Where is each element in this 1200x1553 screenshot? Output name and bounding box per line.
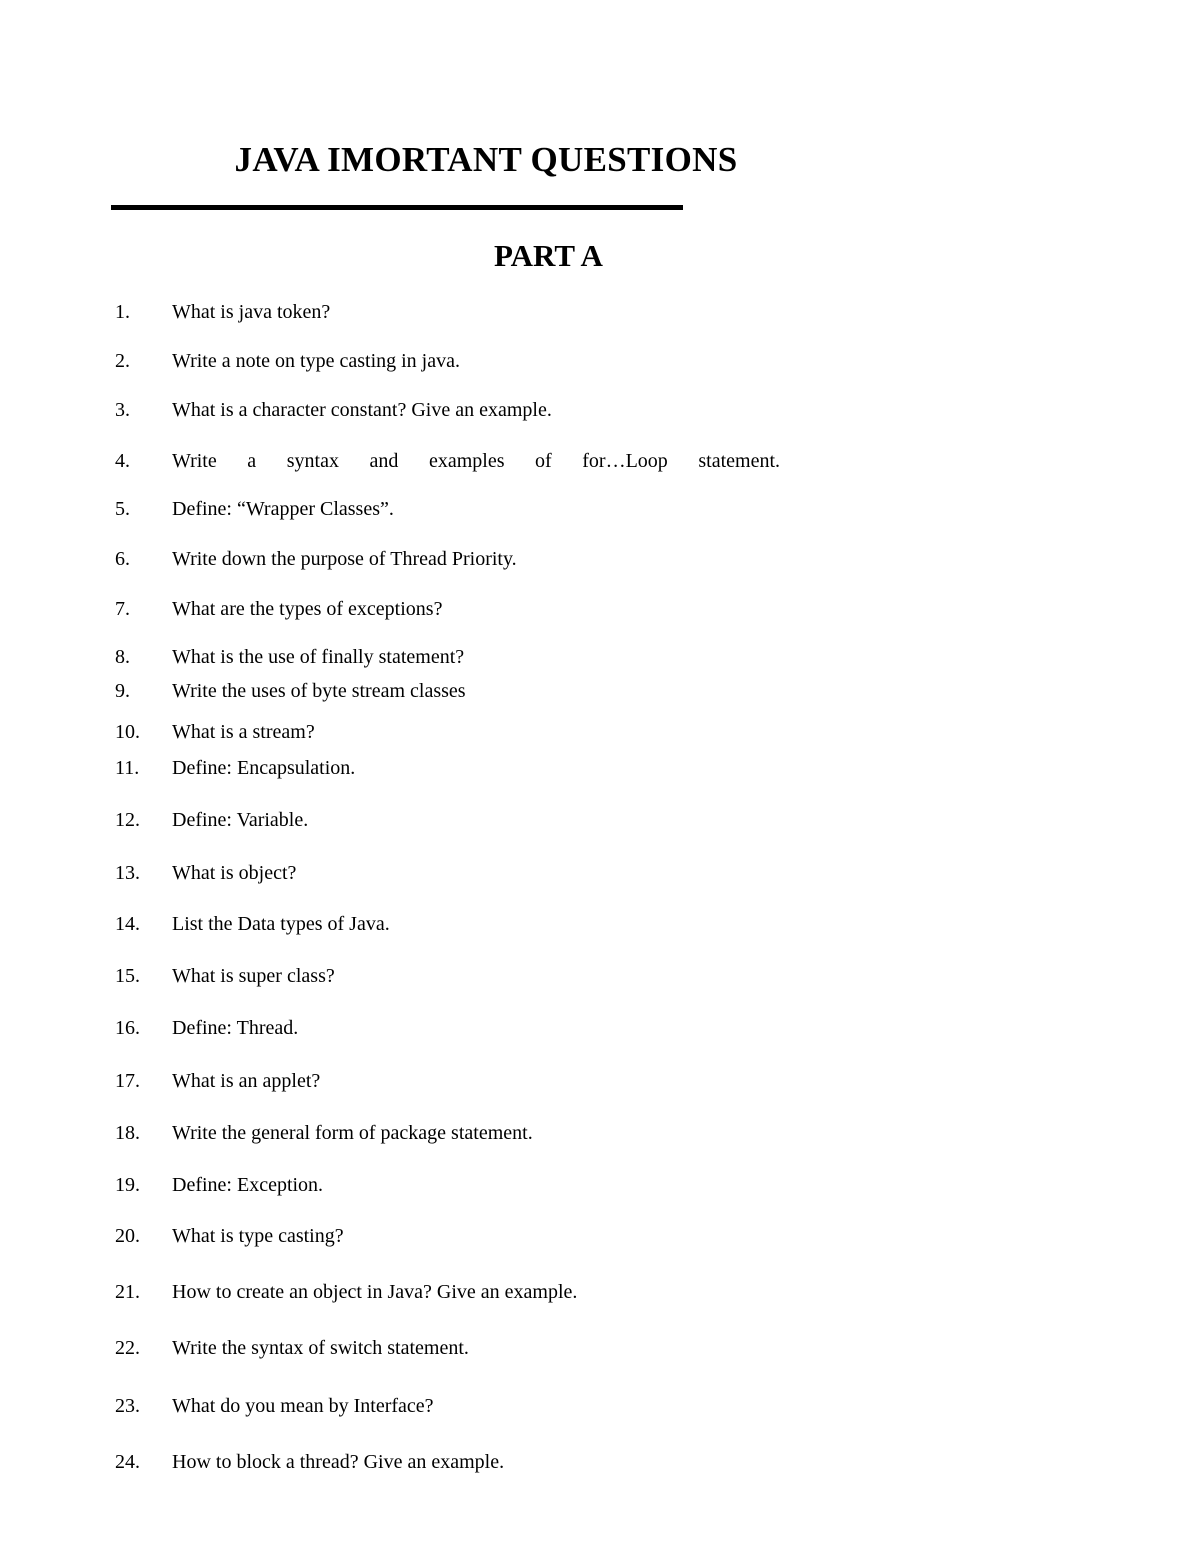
question-item [0, 755, 1200, 781]
question-text: Write the syntax of switch statement. [172, 1337, 469, 1359]
question-text: What is java token? [172, 301, 331, 323]
question-number: 21. [115, 1281, 140, 1303]
question-item [0, 448, 1200, 474]
question-text: Define: Variable. [172, 809, 309, 831]
question-item [0, 1015, 1200, 1041]
question-item [0, 348, 1200, 374]
question-number: 19. [115, 1174, 140, 1196]
question-item [0, 963, 1200, 989]
question-item [0, 1223, 1200, 1249]
question-number: 16. [115, 1017, 140, 1039]
question-text: Define: Encapsulation. [172, 757, 356, 779]
question-text: How to create an object in Java? Give an example. [172, 1281, 578, 1303]
question-item [0, 496, 1200, 522]
question-item [0, 1279, 1200, 1305]
question-item [0, 299, 1200, 325]
question-number: 15. [115, 965, 140, 987]
question-number: 2. [115, 350, 130, 372]
question-text: Define: Exception. [172, 1174, 324, 1196]
question-item [0, 596, 1200, 622]
question-item [0, 911, 1200, 937]
question-item [0, 1172, 1200, 1198]
question-number: 6. [115, 548, 130, 570]
question-text: What do you mean by Interface? [172, 1395, 434, 1417]
question-text: Write the uses of byte stream classes [172, 680, 466, 702]
question-item [0, 1068, 1200, 1094]
question-number: 23. [115, 1395, 140, 1417]
question-item [0, 1120, 1200, 1146]
question-text: Write a syntax and examples of for…Loop statement. [172, 450, 780, 472]
question-item [0, 807, 1200, 833]
document-title: JAVA IMORTANT QUESTIONS [234, 140, 738, 179]
question-number: 11. [115, 757, 140, 779]
question-item [0, 546, 1200, 572]
question-number: 12. [115, 809, 140, 831]
question-number: 10. [115, 721, 140, 743]
question-text: What are the types of exceptions? [172, 598, 443, 620]
question-text: Write the general form of package statement. [172, 1122, 533, 1144]
question-number: 24. [115, 1451, 140, 1473]
question-number: 18. [115, 1122, 140, 1144]
question-item [0, 1449, 1200, 1475]
question-text: What is type casting? [172, 1225, 344, 1247]
question-text: What is a stream? [172, 721, 315, 743]
question-text: What is an applet? [172, 1070, 321, 1092]
part-heading: PART A [494, 238, 603, 273]
question-text: Write down the purpose of Thread Priority. [172, 548, 517, 570]
question-item [0, 860, 1200, 886]
question-text: How to block a thread? Give an example. [172, 1451, 505, 1473]
question-number: 20. [115, 1225, 140, 1247]
title-underline [111, 205, 683, 210]
question-text: Write a note on type casting in java. [172, 350, 460, 372]
question-number: 5. [115, 498, 130, 520]
question-text: Define: “Wrapper Classes”. [172, 498, 394, 520]
question-text: What is object? [172, 862, 297, 884]
question-number: 7. [115, 598, 130, 620]
question-item [0, 1335, 1200, 1361]
question-number: 1. [115, 301, 130, 323]
question-number: 22. [115, 1337, 140, 1359]
question-text: Define: Thread. [172, 1017, 299, 1039]
question-number: 13. [115, 862, 140, 884]
question-item [0, 678, 1200, 704]
question-number: 14. [115, 913, 140, 935]
question-text: What is super class? [172, 965, 335, 987]
question-text: What is a character constant? Give an example. [172, 399, 552, 421]
question-item [0, 644, 1200, 670]
question-item [0, 397, 1200, 423]
question-number: 9. [115, 680, 130, 702]
question-item [0, 719, 1200, 745]
question-item [0, 1393, 1200, 1419]
question-number: 17. [115, 1070, 140, 1092]
question-number: 3. [115, 399, 130, 421]
question-text: What is the use of finally statement? [172, 646, 465, 668]
question-text: List the Data types of Java. [172, 913, 390, 935]
question-number: 8. [115, 646, 130, 668]
question-number: 4. [115, 450, 130, 472]
